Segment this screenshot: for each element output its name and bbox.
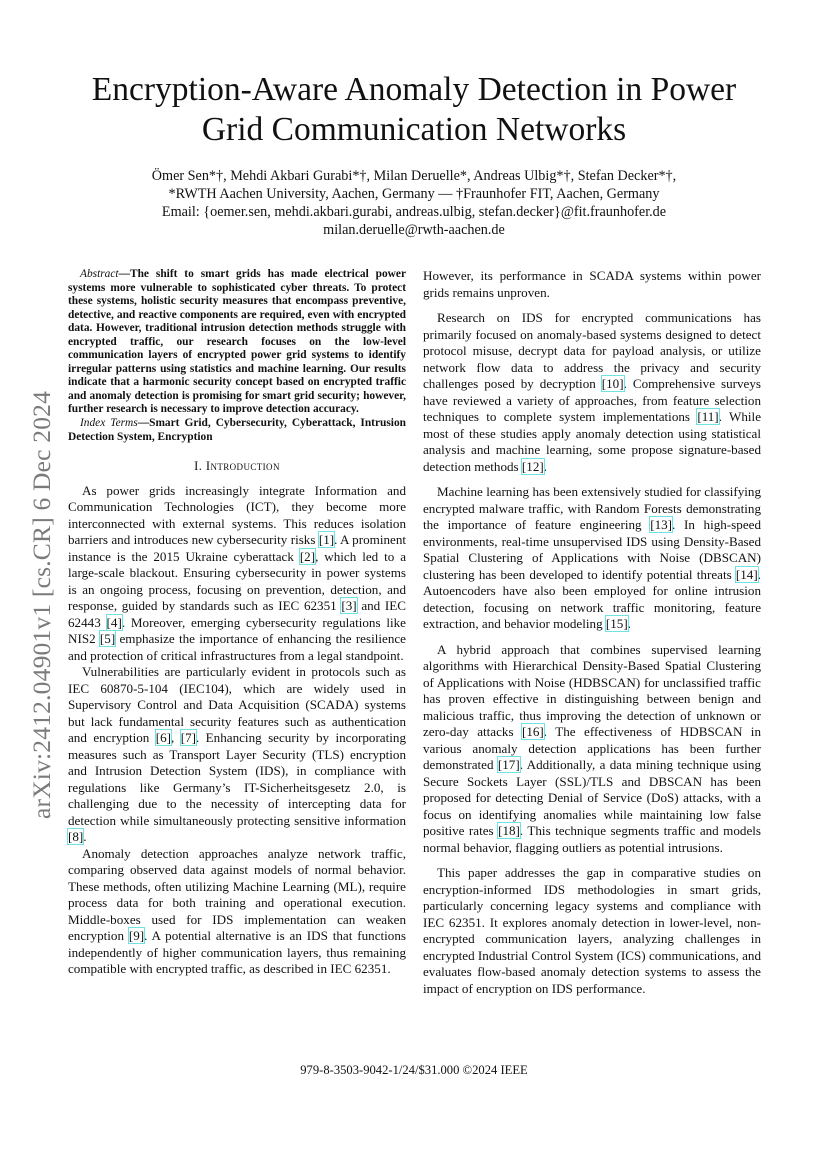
abstract bbox=[68, 268, 406, 444]
citation-link[interactable]: [9] bbox=[128, 928, 145, 944]
intro-paragraph-3: Anomaly detection approaches analyze network traffic, comparing observed data against models of normal behavior. These methods, often utilizing Machine Learning (ML), require process data for both training and operational execution. Middle-boxes used for IDS implementation can weaken encryption [9]. A potential alternative is an IDS that functions independently of higher communication layers, thus remaining compatible with encrypted traffic, as described in IEC 62351. bbox=[68, 845, 406, 977]
citation-link[interactable]: [14] bbox=[735, 566, 758, 582]
author-names: Ömer Sen*†, Mehdi Akbari Gurabi*†, Milan Deruelle*, Andreas Ulbig*†, Stefan Decker*†, bbox=[151, 168, 677, 184]
citation-link[interactable]: [4] bbox=[106, 614, 122, 630]
abstract-label: Abstract bbox=[80, 268, 119, 280]
intro-paragraph-3-continued: However, its performance in SCADA systems within power grids remains unproven. bbox=[423, 268, 761, 300]
copyright-text: 979-8-3503-9042-1/24/$31.000 ©2024 IEEE bbox=[300, 1063, 528, 1077]
intro-paragraph-7: This paper addresses the gap in comparative studies on encryption-informed IDS methodologies in smart grids, particularly concerning legacy systems and compliance with IEC 62351. It explores anomaly detection in lower-level, non-encrypted communication layers, analyzing challenges in encrypted Industrial Control System (ICS) communications, and evaluates flow-based anomaly detection systems to assess the impact of encryption on IDS performance. bbox=[423, 865, 761, 996]
arxiv-identifier: arXiv:2412.04901v1 [cs.CR] 6 Dec 2024 bbox=[27, 390, 56, 820]
index-terms-text: —Smart Grid, Cybersecurity, Cyberattack, Intrusion Detection System, Encryption bbox=[68, 417, 406, 443]
arxiv-sidebar-stamp bbox=[22, 360, 62, 850]
citation-link[interactable]: [8] bbox=[68, 829, 84, 845]
citation-link[interactable]: [11] bbox=[697, 409, 719, 424]
citation-link[interactable]: [6] bbox=[155, 730, 172, 746]
citation-link[interactable]: [16] bbox=[521, 724, 544, 739]
citation-link[interactable]: [18] bbox=[498, 823, 520, 838]
index-terms-label: Index Terms bbox=[80, 417, 138, 430]
citation-link[interactable]: [13] bbox=[650, 517, 673, 532]
abstract-text: —The shift to smart grids has made electrical power systems more vulnerable to sophisticated cyber threats. To protect these systems, holistic security measures that encompass preventive, detective, and reactive components are required, even with encrypted data. However, traditional intrusion detection methods struggle with encrypted traffic, our research focuses on the low-level communication layers of encrypted power grid systems to identify irregular patterns using statistics and machine learning. Our results indicate that a harmonic security concept based on encrypted traffic and anomaly detection is promising for smart grid security; however, further research is necessary to improve detection accuracy. bbox=[68, 268, 406, 416]
copyright-footer bbox=[0, 1063, 828, 1078]
citation-link[interactable]: [17] bbox=[497, 757, 520, 772]
intro-paragraph-5: Machine learning has been extensively studied for classifying encrypted malware traffic, with Random Forests demonstrating the importance of feature engineering [13]. In high-speed environments, real-time unsupervised IDS using Density-Based Spatial Clustering of Applications with Noise (DBSCAN) clustering has been developed to identify potential threats [14]. Autoencoders have also been employed for online intrusion detection, focusing on network traffic monitoring, feature extraction, and behavior modeling [15]. bbox=[423, 484, 761, 631]
section-number: I. bbox=[194, 459, 203, 474]
title-line-1: Encryption-Aware Anomaly Detection in Power bbox=[91, 71, 737, 108]
citation-link[interactable]: [15] bbox=[605, 616, 628, 631]
citation-link[interactable]: [2] bbox=[299, 548, 316, 564]
intro-paragraph-1: As power grids increasingly integrate Information and Communication Technologies (ICT), they become more interconnected with external systems. This reduces isolation barriers and introduces new cybersecurity risks [1]. A prominent instance is the 2015 Ukraine cyberattack [2], which led to a large-scale blackout. Ensuring cybersecurity in power systems is an ongoing process, focusing on prevention, detection, and response, guided by standards such as IEC 62351 [3] and IEC 62443 [4]. Moreover, emerging cybersecurity regulations like NIS2 [5] emphasize the importance of enhancing the resilience and protection of critical infrastructures from a legal standpoint. bbox=[68, 482, 407, 663]
intro-paragraph-4: Research on IDS for encrypted communications has primarily focused on anomaly-based systems designed to detect protocol misuse, decrypt data for payload analysis, or utilize network flow data to address the privacy and security challenges posed by decryption [10]. Comprehensive surveys have reviewed a variety of approaches, from feature selection techniques to complete system implementations [11]. While most of these studies apply anomaly detection using statistical analysis and machine learning, some propose signature-based detection methods [12]. bbox=[423, 310, 762, 474]
title-line-2: Grid Communication Networks bbox=[201, 111, 627, 148]
citation-link[interactable]: [7] bbox=[180, 730, 196, 746]
paper-title bbox=[60, 70, 768, 150]
citation-link[interactable]: [10] bbox=[601, 376, 624, 391]
citation-link[interactable]: [12] bbox=[521, 458, 544, 474]
author-emails: Email: {oemer.sen, mehdi.akbari.gurabi, andreas.ulbig, stefan.decker}@fit.fraunhofer.de bbox=[161, 204, 667, 220]
section-heading bbox=[68, 458, 406, 475]
intro-paragraph-6: A hybrid approach that combines supervised learning algorithms with Hierarchical Density-Based Spatial Clustering of Applications with Noise (HDBSCAN) for unclassified traffic has proven effective in distinguishing between benign and malicious traffic, thus improving the detection of unknown or zero-day attacks [16]. The effectiveness of HDBSCAN in various anomaly detection applications has been further demonstrated [17]. Additionally, a data mining technique using Secure Sockets Layer (SSL)/TLS and DBSCAN has been proposed for detecting Denial of Service (DoS) attacks, with a focus on identifying anomalies while maintaining low false positive rates [18]. This technique segments traffic and models normal behavior, flagging outliers as potential intrusions. bbox=[423, 641, 761, 855]
citation-link[interactable]: [1] bbox=[318, 532, 335, 548]
section-title: Introduction bbox=[205, 459, 280, 474]
author-affiliations: *RWTH Aachen University, Aachen, Germany — †Fraunhofer FIT, Aachen, Germany bbox=[168, 186, 660, 202]
left-column bbox=[68, 268, 406, 978]
intro-paragraph-2: Vulnerabilities are particularly evident in protocols such as IEC 60870-5-104 (IEC104), which are widely used in Supervisory Control and Data Acquisition (SCADA) systems but lack fundamental security features such as authentication and encryption [6], [7]. Enhancing security by incorporating measures such as Transport Layer Security (TLS) encryption and Intrusion Detection System (IDS), in compliance with regulations like Germany’s IT-Sicherheitsgesetz 2.0, is challenging due to the necessity of intercepting data for detection while simultaneously protecting sensitive information [8]. bbox=[68, 664, 406, 845]
author-block bbox=[60, 167, 768, 239]
right-column bbox=[423, 268, 761, 997]
author-email-secondary: milan.deruelle@rwth-aachen.de bbox=[323, 222, 505, 238]
citation-link[interactable]: [3] bbox=[341, 598, 357, 614]
citation-link[interactable]: [5] bbox=[99, 631, 116, 647]
